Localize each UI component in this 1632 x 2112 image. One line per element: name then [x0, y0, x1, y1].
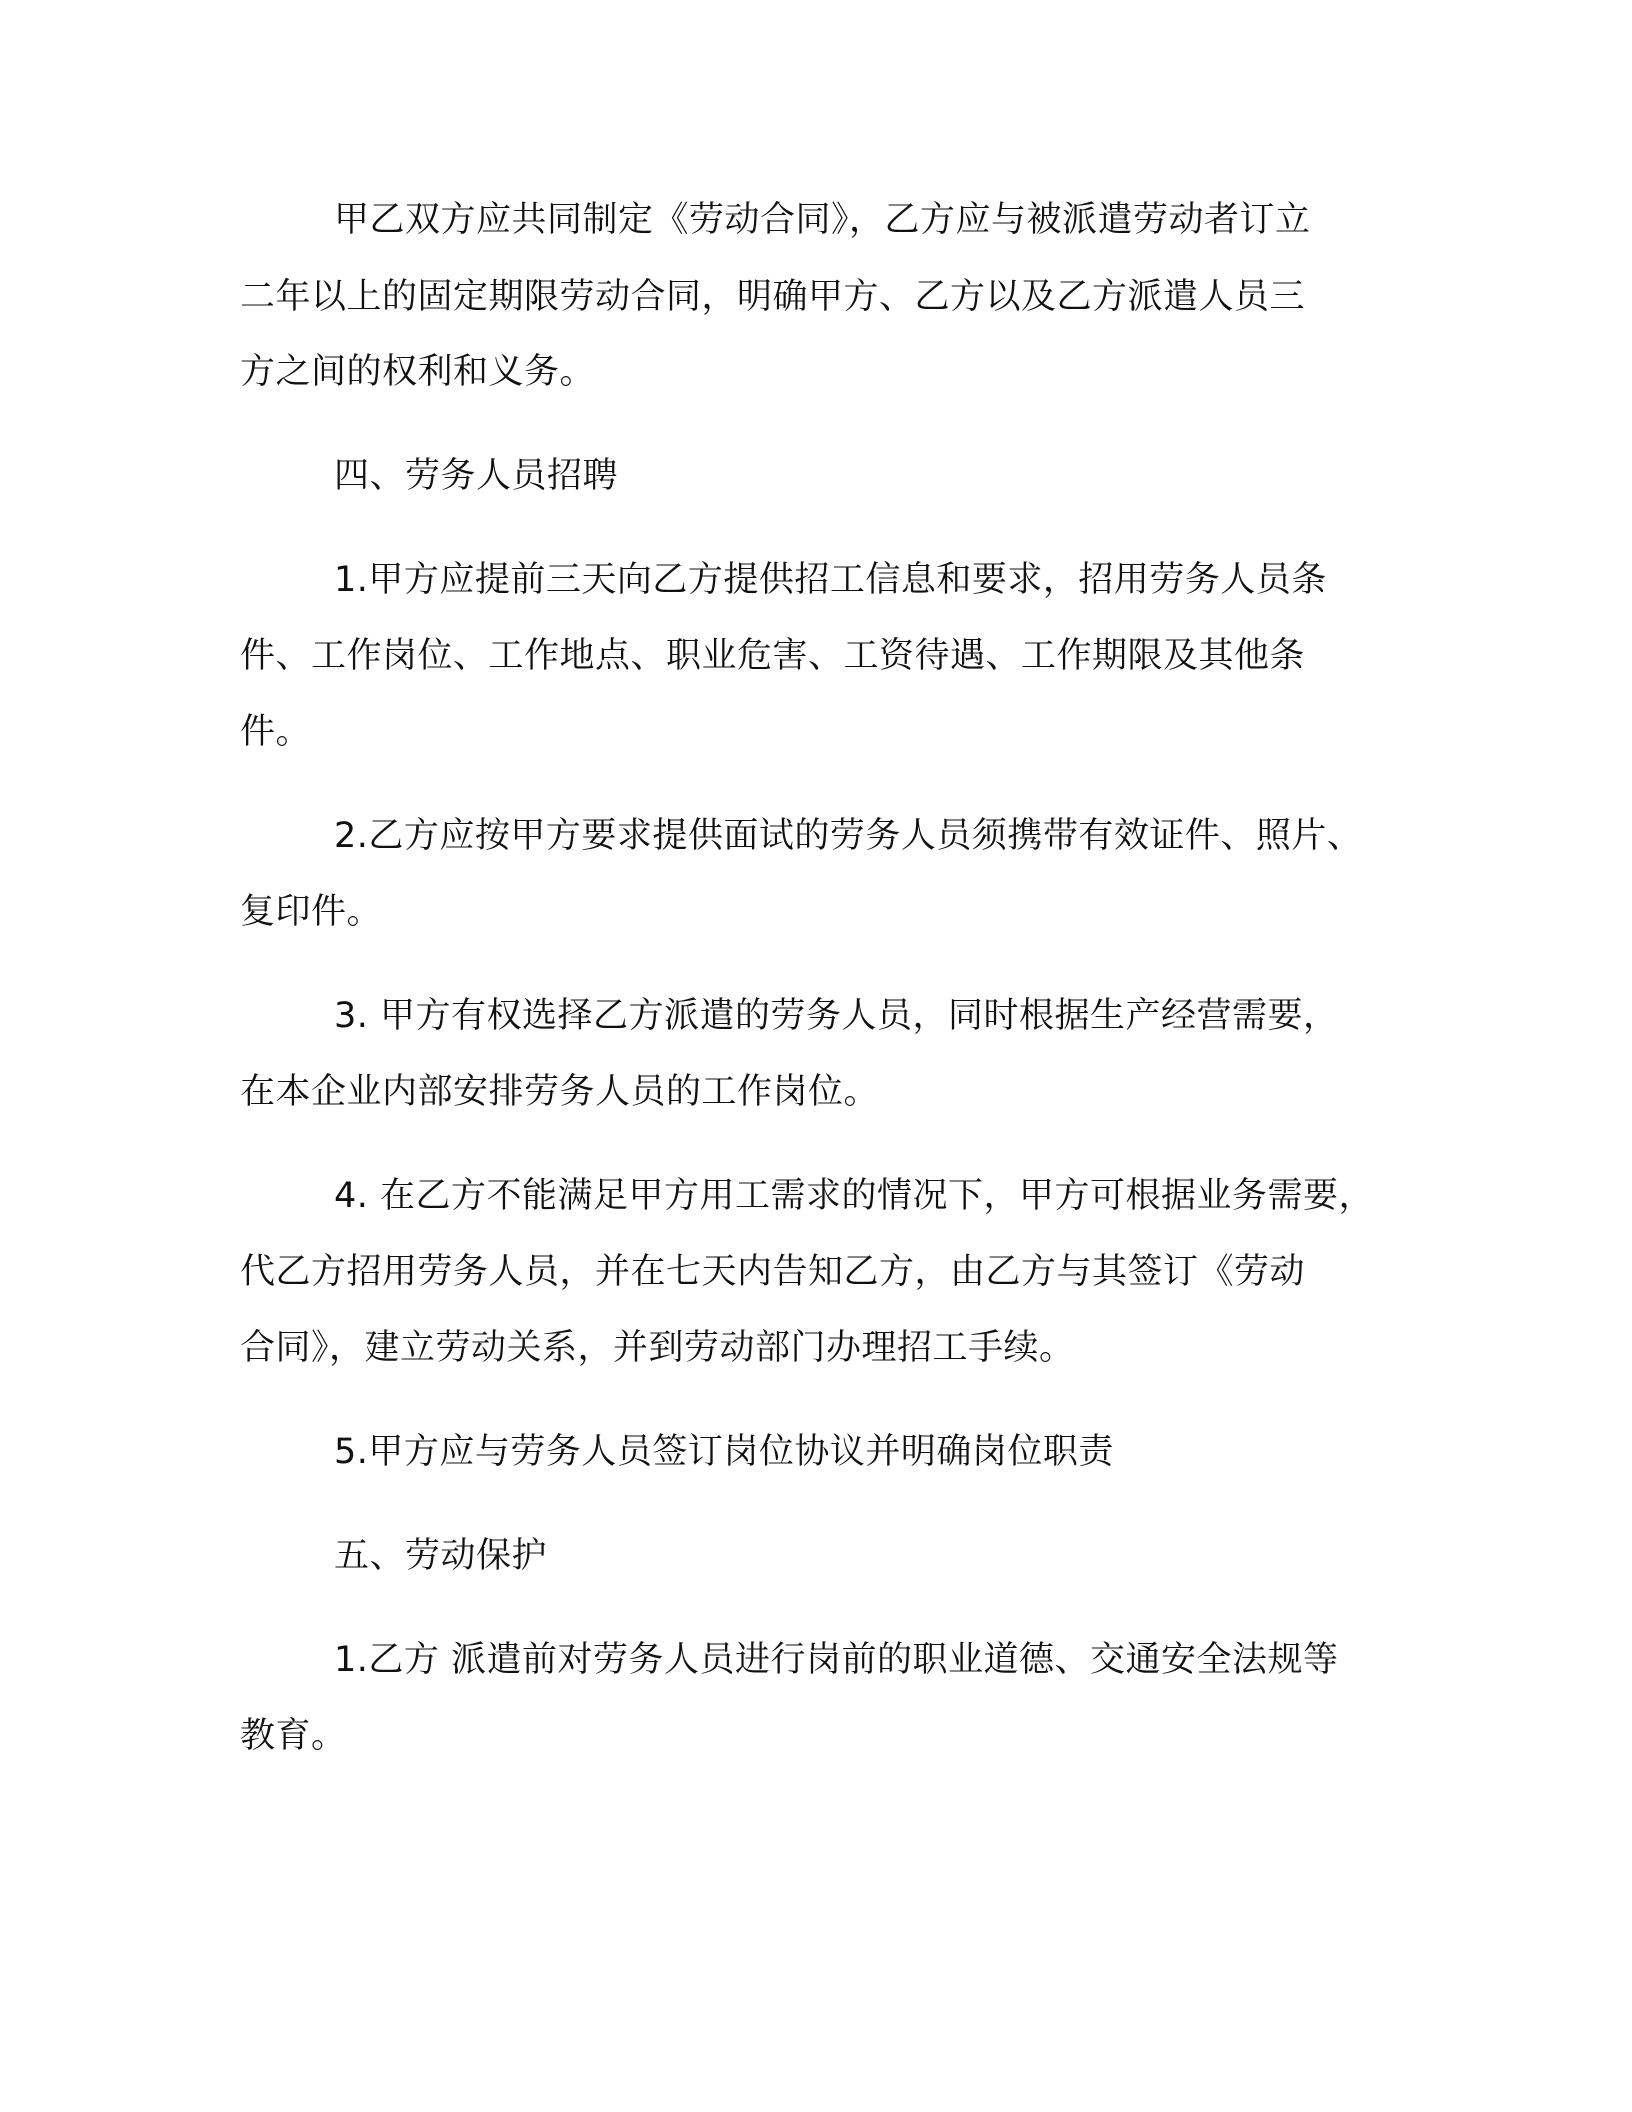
item-5-1-line-1: 1.乙方 派遣前对劳务人员进行岗前的职业道德、交通安全法规等 [334, 1640, 1339, 1680]
item-4-4-line-1: 4. 在乙方不能满足甲方用工需求的情况下，甲方可根据业务需要， [334, 1176, 1375, 1216]
item-4-3-line-1: 3. 甲方有权选择乙方派遣的劳务人员，同时根据生产经营需要， [334, 996, 1339, 1036]
paragraph-1-line-2: 二年以上的固定期限劳动合同，明确甲方、乙方以及乙方派遣人员三 [240, 277, 1306, 317]
section-heading-4: 四、劳务人员招聘 [334, 456, 619, 496]
section-heading-5: 五、劳动保护 [334, 1536, 548, 1576]
item-4-4-line-3: 合同》，建立劳动关系，并到劳动部门办理招工手续。 [240, 1328, 1075, 1368]
paragraph-1-line-3: 方之间的权利和义务。 [240, 352, 596, 392]
item-4-5-line-1: 5.甲方应与劳务人员签订岗位协议并明确岗位职责 [334, 1432, 1114, 1472]
item-4-1-line-1: 1.甲方应提前三天向乙方提供招工信息和要求，招用劳务人员条 [334, 560, 1327, 600]
item-5-1-line-2: 教育。 [240, 1716, 347, 1756]
item-4-2-line-2: 复印件。 [240, 892, 383, 932]
item-4-1-line-3: 件。 [240, 712, 312, 752]
item-4-1-line-2: 件、工作岗位、工作地点、职业危害、工资待遇、工作期限及其他条 [240, 636, 1306, 676]
paragraph-1-line-1: 甲乙双方应共同制定《劳动合同》，乙方应与被派遣劳动者订立 [334, 200, 1311, 240]
item-4-2-line-1: 2.乙方应按甲方要求提供面试的劳务人员须携带有效证件、照片、 [334, 816, 1363, 856]
item-4-4-line-2: 代乙方招用劳务人员，并在七天内告知乙方，由乙方与其签订《劳动 [240, 1252, 1306, 1292]
item-4-3-line-2: 在本企业内部安排劳务人员的工作岗位。 [240, 1072, 880, 1112]
